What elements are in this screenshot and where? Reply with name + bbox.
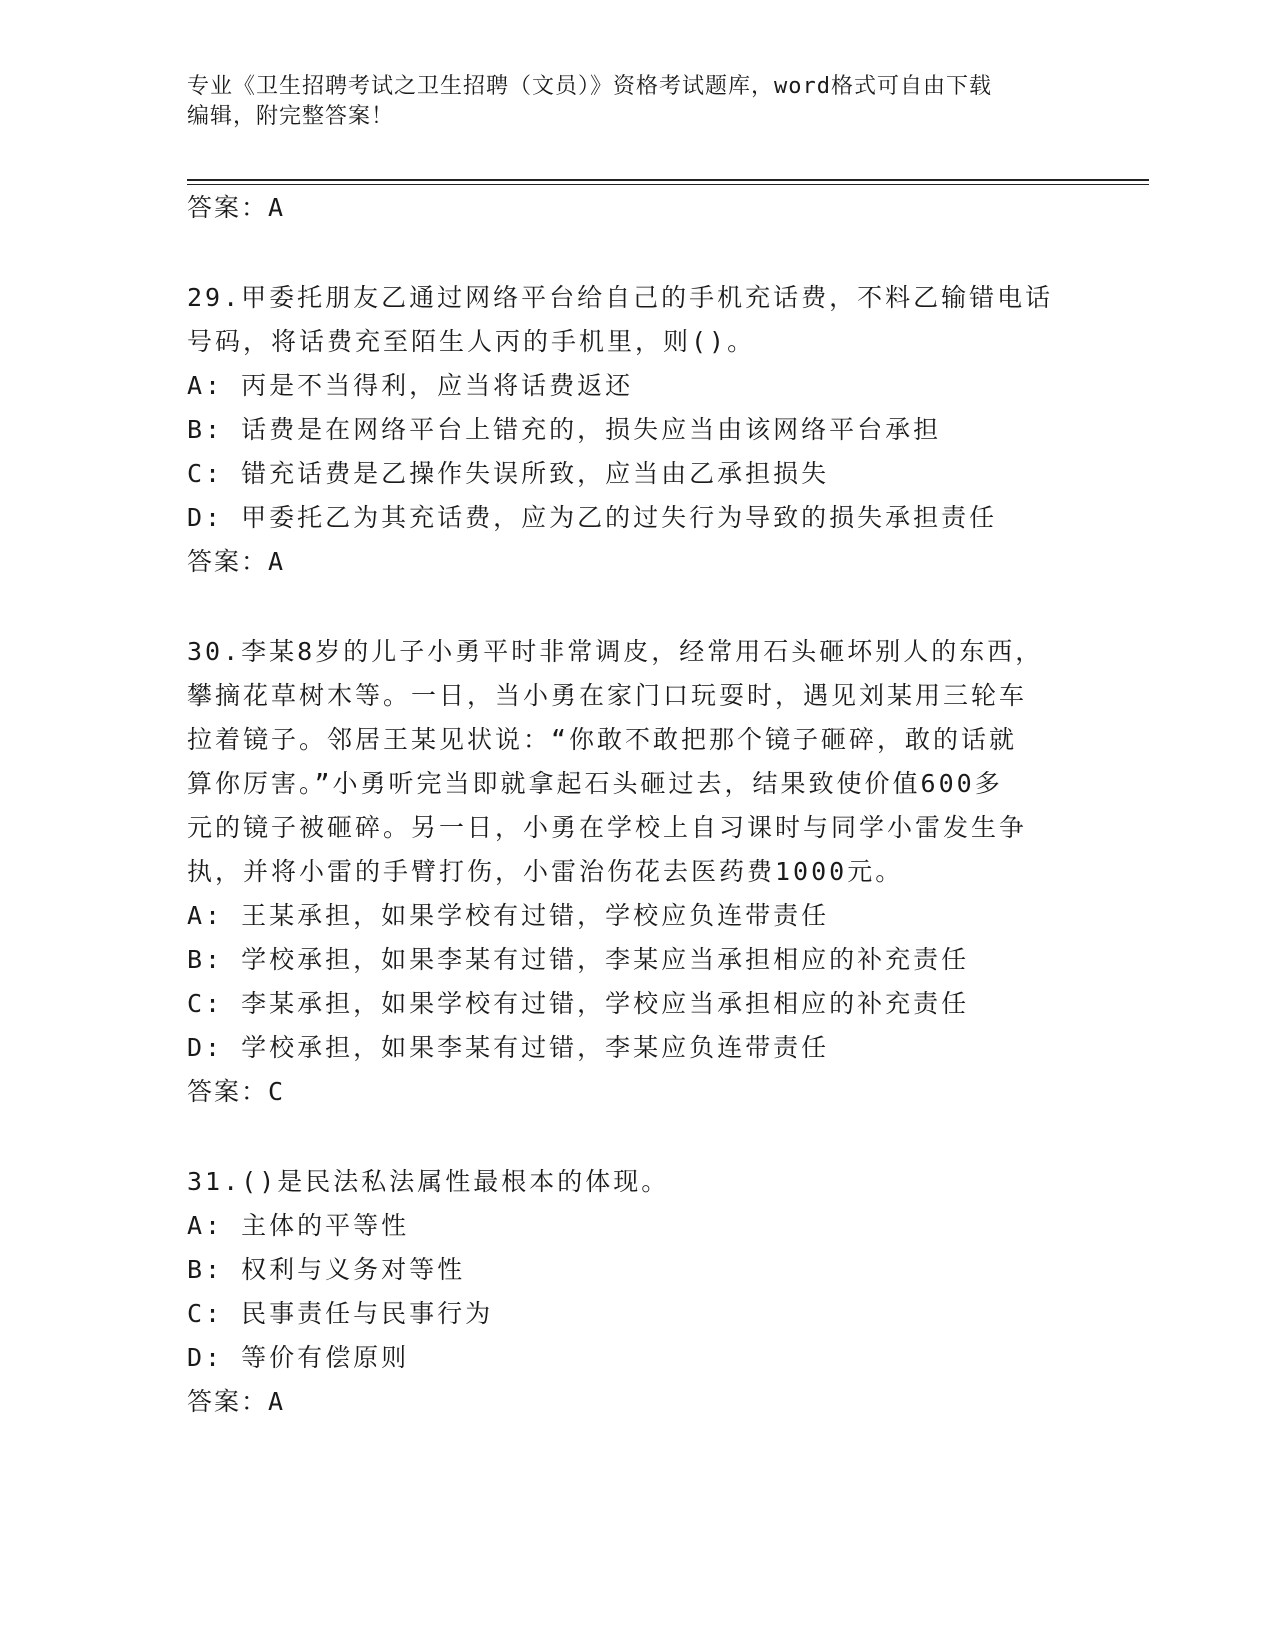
option-b: B: 话费是在网络平台上错充的，损失应当由该网络平台承担 xyxy=(187,415,942,444)
question-text-line: 执，并将小雷的手臂打伤，小雷治伤花去医药费1000元。 xyxy=(187,857,904,886)
option-b: B: 权利与义务对等性 xyxy=(187,1255,466,1284)
header-divider-thick xyxy=(187,179,1149,181)
question-answer xyxy=(187,547,285,577)
answer-label: 答案： xyxy=(187,1387,269,1416)
option-c: C: 李某承担，如果学校有过错，学校应当承担相应的补充责任 xyxy=(187,989,970,1018)
option-d: D: 甲委托乙为其充话费，应为乙的过失行为导致的损失承担责任 xyxy=(187,503,998,532)
header-line-1: 专业《卫生招聘考试之卫生招聘（文员）》资格考试题库，word格式可自由下载 xyxy=(187,74,992,99)
question-answer xyxy=(187,1387,285,1417)
header-line-2: 编辑，附完整答案！ xyxy=(187,104,395,129)
question-text-line: 29.甲委托朋友乙通过网络平台给自己的手机充话费，不料乙输错电话 xyxy=(187,283,1054,312)
question-text-line: 31.()是民法私法属性最根本的体现。 xyxy=(187,1167,670,1196)
option-a: A: 主体的平等性 xyxy=(187,1211,410,1240)
question-text-line: 元的镜子被砸碎。另一日，小勇在学校上自习课时与同学小雷发生争 xyxy=(187,813,1028,842)
answer-value: C xyxy=(268,1077,286,1106)
header-divider-thin xyxy=(187,184,1149,185)
answer-value: A xyxy=(268,547,286,576)
option-a: A: 丙是不当得利，应当将话费返还 xyxy=(187,371,634,400)
option-c: C: 民事责任与民事行为 xyxy=(187,1299,494,1328)
question-text-line: 30.李某8岁的儿子小勇平时非常调皮，经常用石头砸坏别人的东西， xyxy=(187,637,1044,666)
document-header xyxy=(187,72,1087,132)
question-text-line: 拉着镜子。邻居王某见状说：“你敢不敢把那个镜子砸碎，敢的话就 xyxy=(187,725,1018,754)
question-text-line: 攀摘花草树木等。一日，当小勇在家门口玩耍时，遇见刘某用三轮车 xyxy=(187,681,1028,710)
answer-value: A xyxy=(268,193,286,222)
option-d: D: 等价有偿原则 xyxy=(187,1343,410,1372)
previous-answer xyxy=(187,193,285,223)
option-b: B: 学校承担，如果李某有过错，李某应当承担相应的补充责任 xyxy=(187,945,970,974)
option-d: D: 学校承担，如果李某有过错，李某应负连带责任 xyxy=(187,1033,830,1062)
answer-label: 答案： xyxy=(187,1077,269,1106)
option-a: A: 王某承担，如果学校有过错，学校应负连带责任 xyxy=(187,901,830,930)
answer-label: 答案： xyxy=(187,547,269,576)
answer-value: A xyxy=(268,1387,286,1416)
option-c: C: 错充话费是乙操作失误所致，应当由乙承担损失 xyxy=(187,459,830,488)
question-text-line: 号码，将话费充至陌生人丙的手机里，则()。 xyxy=(187,327,756,356)
answer-label: 答案： xyxy=(187,193,269,222)
question-text-line: 算你厉害。”小勇听完当即就拿起石头砸过去，结果致使价值600多 xyxy=(187,769,1003,798)
question-answer xyxy=(187,1077,285,1107)
